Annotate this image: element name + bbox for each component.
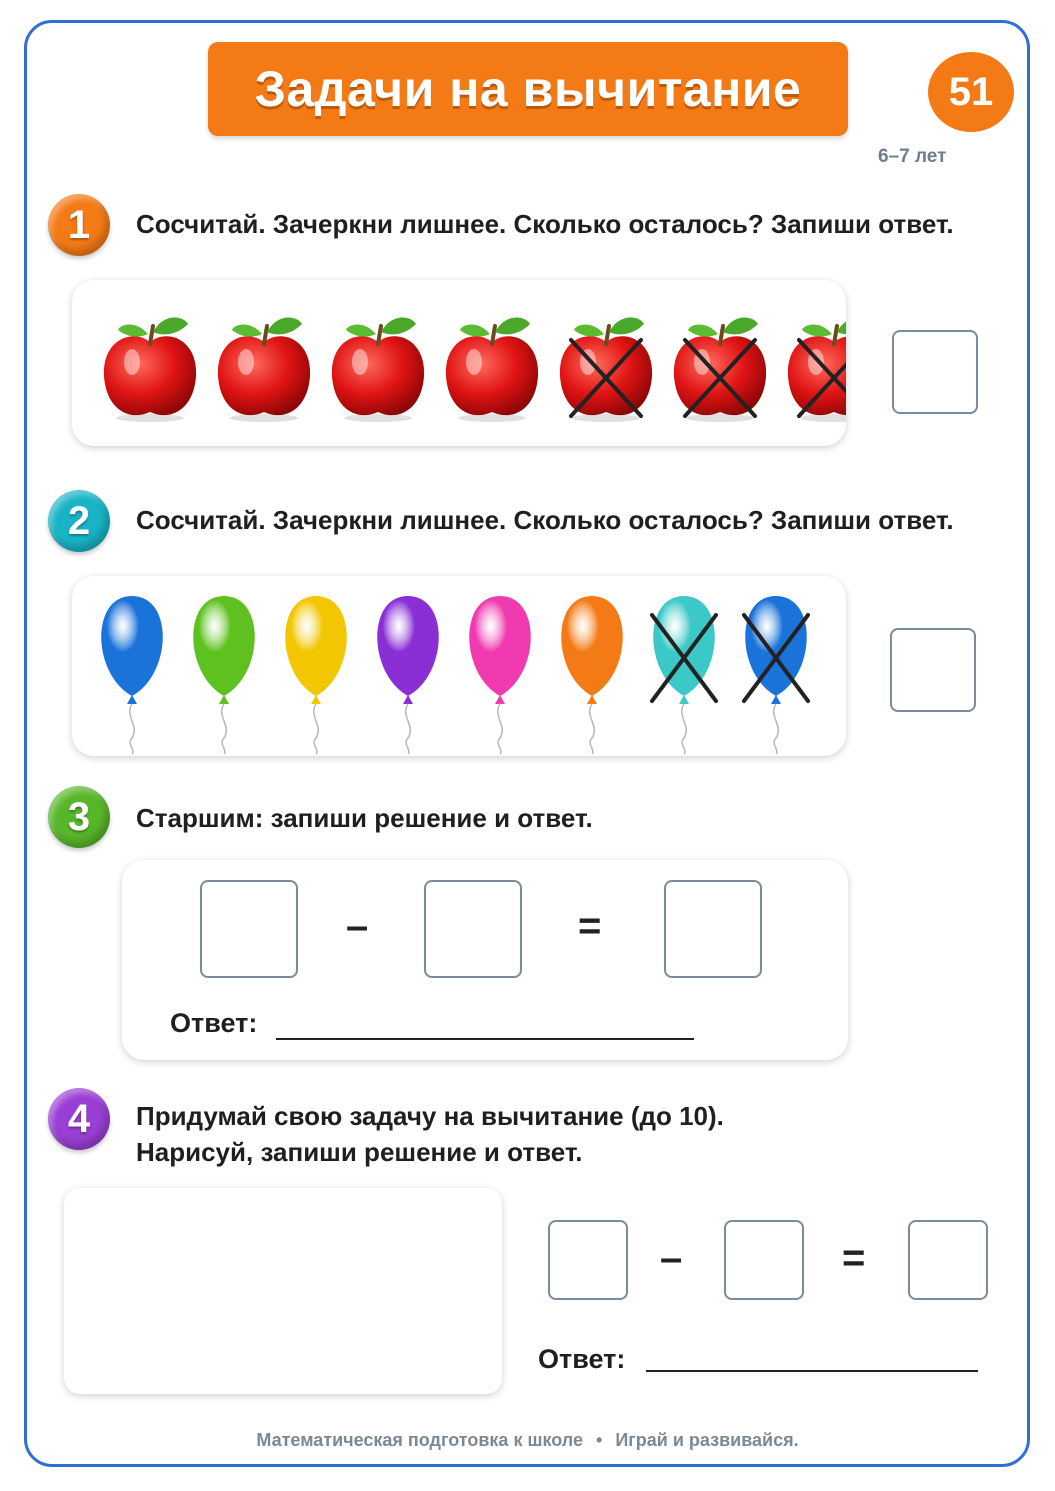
task-4-number-badge — [48, 1088, 110, 1150]
task-1-number: 1 — [67, 202, 91, 247]
apples-row — [72, 280, 846, 446]
task-2-number: 2 — [67, 498, 91, 543]
footer — [0, 1430, 1055, 1451]
task-3-answer-label: Ответ: — [170, 1008, 258, 1038]
apple-icon — [560, 317, 652, 422]
task-2-answer-box[interactable] — [890, 628, 976, 712]
task-3-instruction: Старшим: запиши решение и ответ. — [136, 803, 593, 833]
task-1-apples-panel — [72, 280, 846, 446]
task-3-number: 3 — [67, 794, 91, 839]
balloon-icon — [653, 596, 715, 754]
task-1-answer-box[interactable] — [892, 330, 978, 414]
task-3-number-badge — [48, 786, 110, 848]
footer-book-title: Математическая подготовка к школе — [256, 1430, 583, 1450]
apple-icon — [788, 317, 846, 422]
task-2-balloons-panel — [72, 576, 846, 756]
task-3-subtrahend-box[interactable] — [424, 880, 522, 978]
page-title: Задачи на вычитание — [254, 61, 802, 117]
task-3-equals-sign: = — [578, 904, 602, 948]
task-4-instruction-line-1: Придумай свою задачу на вычитание (до 10). — [136, 1101, 724, 1131]
apple-icon — [332, 317, 424, 422]
apple-icon — [446, 317, 538, 422]
footer-series: Играй и развивайся. — [615, 1430, 799, 1450]
balloon-icon — [101, 596, 163, 754]
footer-separator: • — [596, 1430, 603, 1450]
task-4-instruction-line-2: Нарисуй, запиши решение и ответ. — [136, 1137, 583, 1167]
balloon-icon — [377, 596, 439, 754]
page-number-badge — [928, 52, 1014, 132]
page-number: 51 — [948, 69, 994, 114]
task-4-drawing-area[interactable] — [64, 1188, 502, 1394]
task-3-equation-panel — [122, 860, 848, 1060]
balloon-icon — [469, 596, 531, 754]
balloons-row — [72, 576, 846, 756]
balloon-icon — [285, 596, 347, 754]
page-title-banner — [208, 42, 848, 136]
task-2-number-badge — [48, 490, 110, 552]
task-4-minuend-box[interactable] — [548, 1220, 628, 1300]
apple-icon — [674, 317, 766, 422]
balloon-icon — [745, 596, 807, 754]
task-3-minuend-box[interactable] — [200, 880, 298, 978]
balloon-icon — [193, 596, 255, 754]
task-1-instruction: Сосчитай. Зачеркни лишнее. Сколько осталось? Запиши ответ. — [136, 209, 954, 239]
apple-icon — [104, 317, 196, 422]
task-1-number-badge — [48, 194, 110, 256]
task-2-instruction: Сосчитай. Зачеркни лишнее. Сколько осталось? Запиши ответ. — [136, 505, 954, 535]
task-3-result-box[interactable] — [664, 880, 762, 978]
task-4-number: 4 — [67, 1096, 91, 1141]
task-3-answer-line[interactable] — [276, 1038, 694, 1040]
age-label: 6–7 лет — [878, 146, 947, 167]
task-4-subtrahend-box[interactable] — [724, 1220, 804, 1300]
balloon-icon — [561, 596, 623, 754]
task-4-result-box[interactable] — [908, 1220, 988, 1300]
task-4-minus-sign: – — [660, 1236, 683, 1280]
task-3-minus-sign: – — [346, 904, 369, 948]
task-4-answer-label: Ответ: — [538, 1344, 626, 1374]
task-4-answer-line[interactable] — [646, 1370, 978, 1372]
task-4-equals-sign: = — [842, 1236, 866, 1280]
apple-icon — [218, 317, 310, 422]
